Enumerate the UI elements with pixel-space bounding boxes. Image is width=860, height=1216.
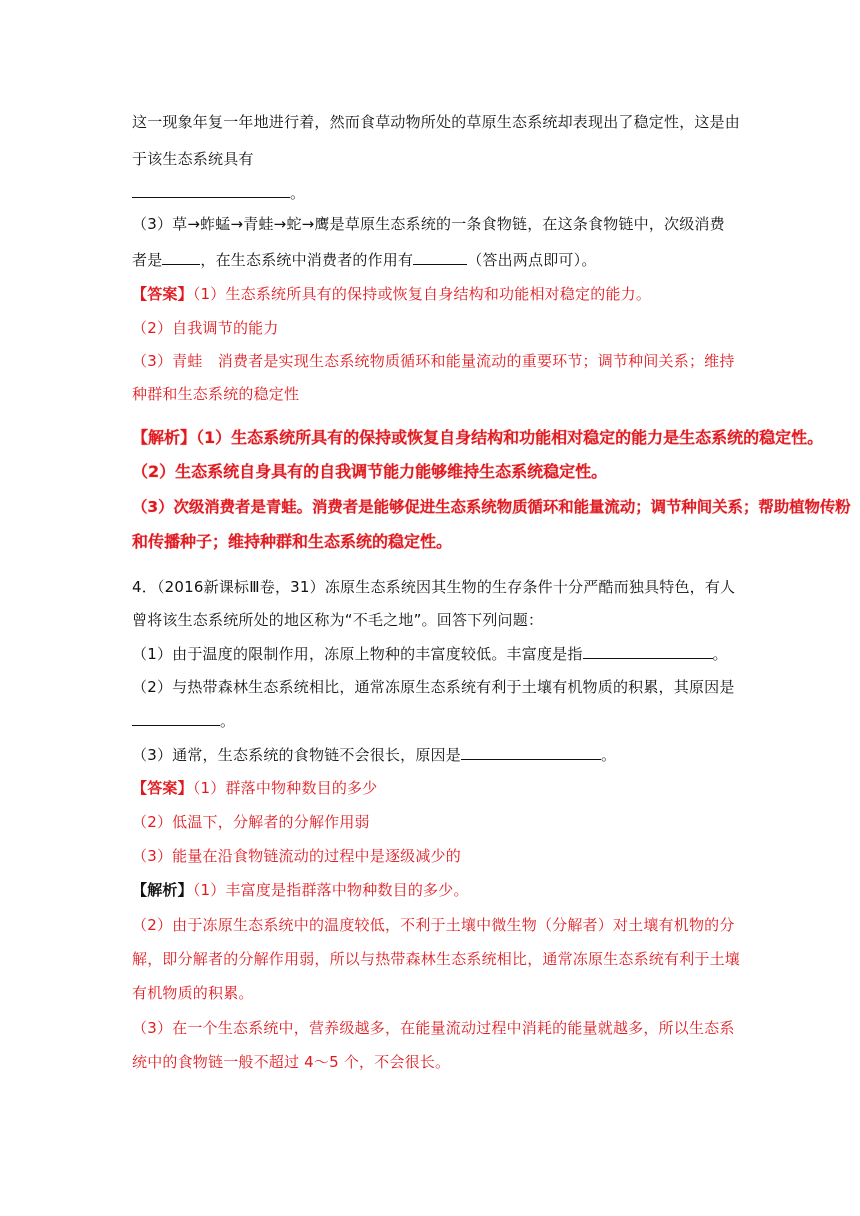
answer-blank — [413, 249, 467, 265]
answer-label: 【答案】 — [132, 285, 193, 303]
q4-answer-line-3: （3）能量在沿食物链流动的过程中是逐级减少的 — [132, 847, 461, 865]
q4-analysis-line-5: （3）在一个生态系统中，营养级越多，在能量流动过程中消耗的能量就越多，所以生态系 — [132, 1019, 735, 1037]
answer-blank — [132, 710, 220, 726]
q3-analysis-line-1: 【解析】（1）生态系统所具有的保持或恢复自身结构和功能相对稳定的能力是生态系统的稳定性。 — [132, 428, 824, 447]
analysis-label: 【解析】 — [132, 881, 193, 899]
answer-blank — [162, 249, 200, 265]
answer-blank — [461, 744, 601, 760]
q3-answer-line-1: 【答案】（1）生态系统所具有的保持或恢复自身结构和功能相对稳定的能力。 — [132, 285, 652, 303]
q4-stem-line-1: 4．（2016新课标Ⅲ卷，31）冻原生态系统因其生物的生存条件十分严酷而独具特色，有人 — [132, 578, 736, 596]
q4-answer-line-1: 【答案】（1）群落中物种数目的多少 — [132, 779, 378, 797]
q4-analysis-line-6: 统中的食物链一般不超过 4～5 个，不会很长。 — [132, 1053, 451, 1071]
answer-blank — [132, 182, 290, 198]
q4-analysis-line-3: 解，即分解者的分解作用弱，所以与热带森林生态系统相比，通常冻原生态系统有利于土壤 — [132, 950, 741, 968]
q4-part2-line-1: （2）与热带森林生态系统相比，通常冻原生态系统有利于土壤有机物质的积累，其原因是 — [132, 678, 735, 696]
q3-answer-line-3: （3）青蛙 消费者是实现生态系统物质循环和能量流动的重要环节；调节种间关系；维持 — [132, 352, 735, 370]
answer-blank — [583, 643, 713, 659]
q3-analysis-line-2: （2）生态系统自身具有的自我调节能力能够维持生态系统稳定性。 — [132, 462, 608, 481]
q4-stem-line-2: 曾将该生态系统所处的地区称为“不毛之地”。回答下列问题： — [132, 611, 544, 629]
q3-blank-line: 。 — [132, 182, 305, 203]
q3-part3-line-2: 者是 ，在生态系统中消费者的作用有 （答出两点即可）。 — [132, 251, 597, 269]
q4-part3: （3）通常，生态系统的食物链不会很长，原因是 。 — [132, 746, 617, 764]
q3-part3-line-1: （3）草→蚱蜢→青蛙→蛇→鹰是草原生态系统的一条食物链，在这条食物链中，次级消费 — [132, 215, 725, 233]
q4-part2-line-2: 。 — [132, 710, 235, 731]
analysis-label: 【解析】 — [132, 428, 197, 447]
q4-answer-line-2: （2）低温下，分解者的分解作用弱 — [132, 813, 370, 831]
q3-text-line-2: 于该生态系统具有 — [132, 150, 254, 168]
q4-analysis-line-2: （2）由于冻原生态系统中的温度较低，不利于土壤中微生物（分解者）对土壤有机物的分 — [132, 916, 735, 934]
q3-analysis-line-3: （3）次级消费者是青蛙。消费者是能够促进生态系统物质循环和能量流动；调节种间关系；帮助植物传粉 — [132, 498, 851, 516]
q3-text-line-1: 这一现象年复一年地进行着，然而食草动物所处的草原生态系统却表现出了稳定性，这是由 — [132, 113, 741, 131]
answer-label: 【答案】 — [132, 779, 193, 797]
q3-answer-line-4: 种群和生态系统的稳定性 — [132, 385, 300, 403]
q4-part1: （1）由于温度的限制作用，冻原上物种的丰富度较低。丰富度是指 。 — [132, 645, 728, 663]
q3-analysis-line-4: 和传播种子；维持种群和生态系统的稳定性。 — [132, 532, 453, 551]
q3-answer-line-2: （2）自我调节的能力 — [132, 319, 279, 337]
q4-analysis-line-1: 【解析】（1）丰富度是指群落中物种数目的多少。 — [132, 881, 469, 899]
q4-analysis-line-4: 有机物质的积累。 — [132, 984, 254, 1002]
